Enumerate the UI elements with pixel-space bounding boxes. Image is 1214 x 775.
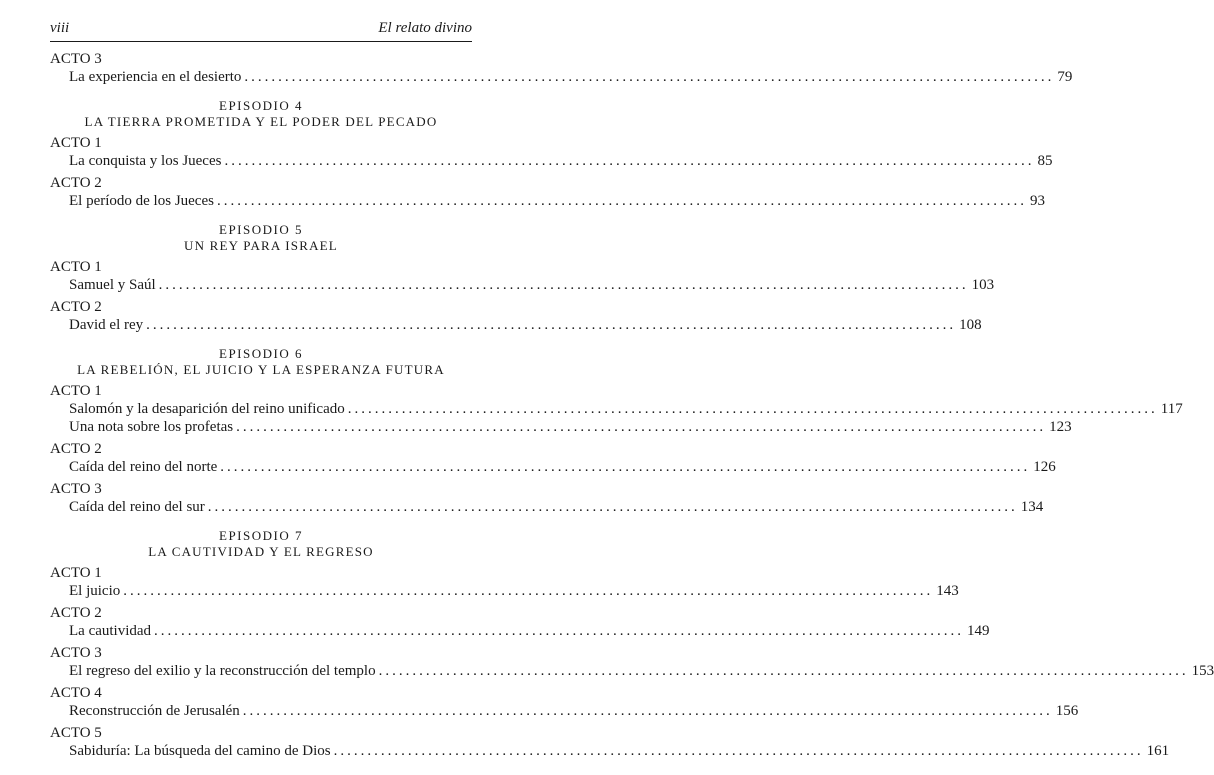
- act-label: ACTO 2: [50, 175, 102, 191]
- dot-leader: ........................................................................................................................: [123, 583, 934, 599]
- entry-page: 103: [971, 277, 995, 293]
- act-label: ACTO 1: [50, 565, 102, 581]
- entry-title: La conquista y los Jueces: [69, 153, 222, 169]
- entry-title: El regreso del exilio y la reconstrucción del templo: [69, 663, 376, 679]
- toc-entry: [50, 498, 1044, 516]
- entry-title: Samuel y Saúl: [69, 277, 156, 293]
- act-label: ACTO 3: [50, 645, 102, 661]
- toc-section: [50, 528, 1214, 760]
- act-label: ACTO 5: [50, 725, 102, 741]
- dot-leader: ........................................................................................................................: [244, 69, 1055, 85]
- dot-leader: ........................................................................................................................: [146, 317, 957, 333]
- toc-section: [50, 51, 1073, 86]
- running-title: El relato divino: [378, 20, 472, 36]
- entry-title: Caída del reino del sur: [69, 499, 205, 515]
- dot-leader: ........................................................................................................................: [207, 499, 1018, 515]
- dot-leader: ........................................................................................................................: [216, 193, 1027, 209]
- entry-title: Reconstrucción de Jerusalén: [69, 703, 240, 719]
- dot-leader: ........................................................................................................................: [378, 663, 1189, 679]
- act-label: ACTO 3: [50, 481, 102, 497]
- toc-entry: [50, 622, 990, 640]
- toc-entry: [50, 400, 1183, 418]
- episode-heading: [50, 222, 472, 254]
- entry-page: 161: [1146, 743, 1170, 759]
- act-label: ACTO 4: [50, 685, 102, 701]
- toc-entry: [50, 152, 1053, 170]
- page-number: viii: [50, 20, 70, 36]
- toc-section: [50, 222, 995, 334]
- toc-section: [50, 346, 1183, 516]
- toc-entry: [50, 276, 995, 294]
- entry-page: 153: [1191, 663, 1214, 679]
- toc-entry: [50, 662, 1214, 680]
- entry-title: David el rey: [69, 317, 144, 333]
- entry-title: La cautividad: [69, 623, 152, 639]
- entry-page: 126: [1033, 459, 1056, 475]
- toc-entry: [50, 418, 1072, 436]
- episode-title: LA TIERRA PROMETIDA Y EL PODER DEL PECADO: [84, 114, 438, 129]
- episode-title: UN REY PARA ISRAEL: [184, 238, 338, 253]
- act-label: ACTO 1: [50, 383, 102, 399]
- toc-entry: [50, 702, 1079, 720]
- dot-leader: ........................................................................................................................: [347, 401, 1158, 417]
- act-label: ACTO 2: [50, 299, 102, 315]
- entry-page: 134: [1020, 499, 1044, 515]
- entry-title: Sabiduría: La búsqueda del camino de Dios: [69, 743, 331, 759]
- toc-entry: [50, 458, 1056, 476]
- act-label: ACTO 1: [50, 259, 102, 275]
- header-rule: [50, 41, 472, 42]
- dot-leader: ........................................................................................................................: [242, 703, 1053, 719]
- entry-page: 123: [1049, 419, 1072, 435]
- entry-page: 93: [1029, 193, 1045, 209]
- act-label: ACTO 3: [50, 51, 102, 67]
- entry-title: El juicio: [69, 583, 121, 599]
- episode-number: EPISODIO 5: [219, 222, 303, 237]
- episode-number: EPISODIO 4: [219, 98, 303, 113]
- entry-page: 149: [967, 623, 990, 639]
- entry-page: 79: [1057, 69, 1073, 85]
- entry-title: El período de los Jueces: [69, 193, 214, 209]
- episode-heading: [50, 98, 472, 130]
- toc-entry: [50, 582, 959, 600]
- toc-entry: [50, 316, 982, 334]
- entry-page: 156: [1055, 703, 1079, 719]
- dot-leader: ........................................................................................................................: [220, 459, 1031, 475]
- dot-leader: ........................................................................................................................: [154, 623, 965, 639]
- dot-leader: ........................................................................................................................: [224, 153, 1035, 169]
- entry-title: Una nota sobre los profetas: [69, 419, 234, 435]
- episode-heading: [50, 528, 472, 560]
- act-label: ACTO 1: [50, 135, 102, 151]
- episode-number: EPISODIO 6: [219, 346, 303, 361]
- running-header: [50, 18, 472, 40]
- episode-heading: [50, 346, 472, 378]
- dot-leader: ........................................................................................................................: [236, 419, 1047, 435]
- entry-page: 143: [936, 583, 959, 599]
- episode-title: LA CAUTIVIDAD Y EL REGRESO: [148, 544, 374, 559]
- toc-section: [50, 98, 1053, 210]
- toc-entry: [50, 192, 1045, 210]
- act-label: ACTO 2: [50, 605, 102, 621]
- entry-page: 117: [1160, 401, 1183, 417]
- episode-title: LA REBELIÓN, EL JUICIO Y LA ESPERANZA FUTURA: [77, 362, 445, 377]
- toc-entry: [50, 742, 1170, 760]
- toc-entry: [50, 68, 1073, 86]
- dot-leader: ........................................................................................................................: [333, 743, 1144, 759]
- entry-title: La experiencia en el desierto: [69, 69, 242, 85]
- act-label: ACTO 2: [50, 441, 102, 457]
- episode-number: EPISODIO 7: [219, 528, 303, 543]
- dot-leader: ........................................................................................................................: [158, 277, 969, 293]
- entry-title: Salomón y la desaparición del reino unificado: [69, 401, 345, 417]
- table-of-contents: [50, 46, 1214, 760]
- entry-page: 108: [959, 317, 982, 333]
- entry-page: 85: [1037, 153, 1053, 169]
- entry-title: Caída del reino del norte: [69, 459, 218, 475]
